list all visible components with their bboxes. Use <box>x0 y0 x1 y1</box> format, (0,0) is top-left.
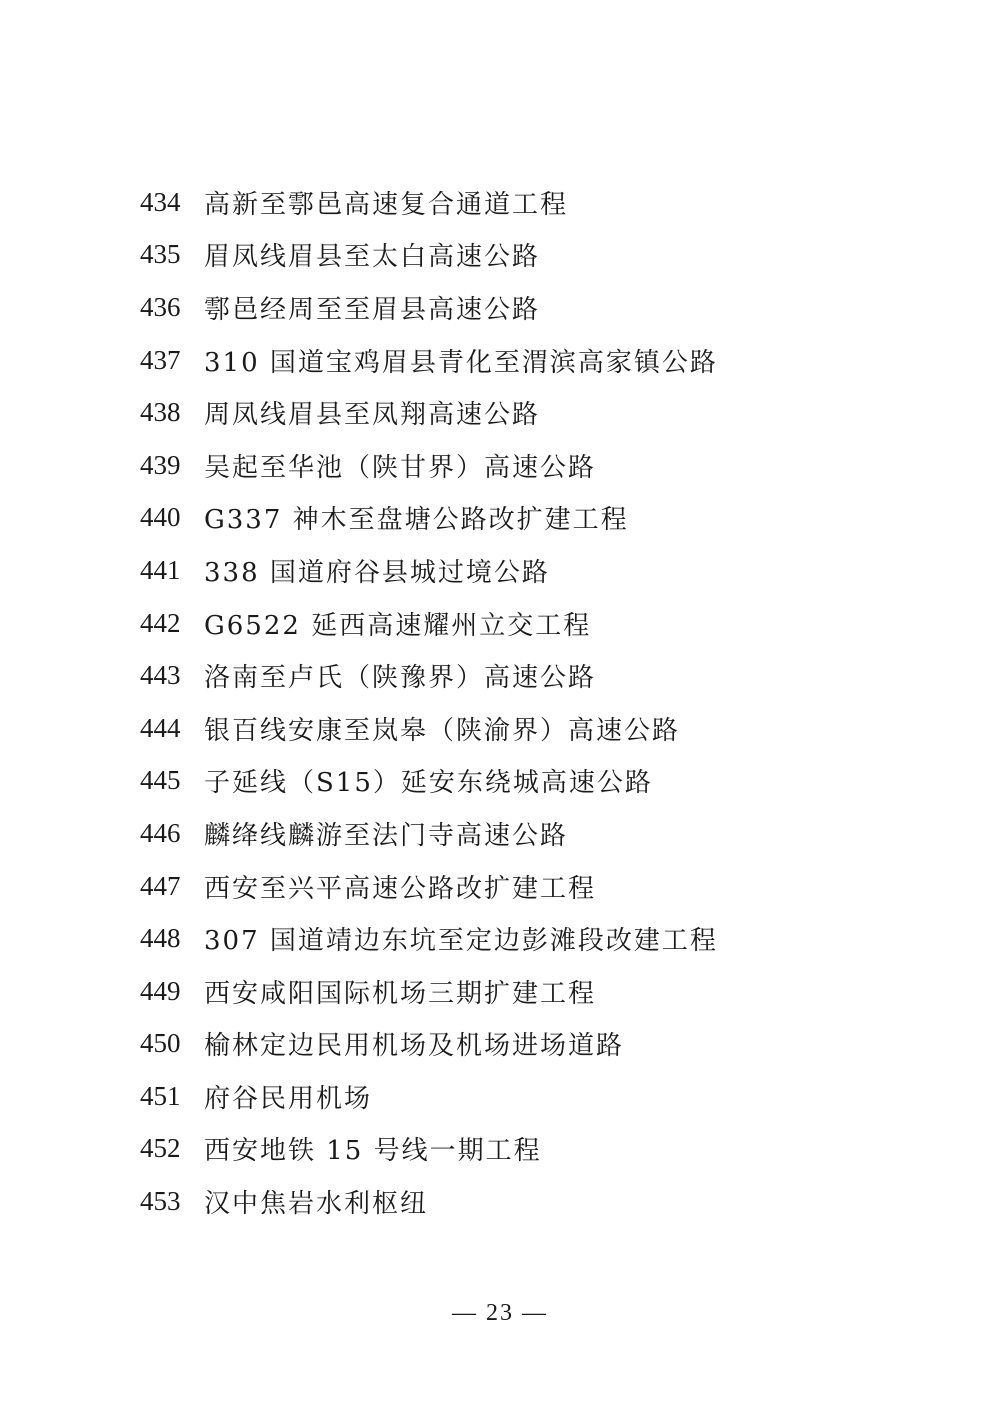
list-item <box>140 860 900 913</box>
item-text: 子延线（S15）延安东绕城高速公路 <box>204 768 653 799</box>
item-number: 439 <box>140 449 181 480</box>
item-text: 310 国道宝鸡眉县青化至渭滨高家镇公路 <box>204 347 718 378</box>
list-item <box>140 544 900 597</box>
list-item <box>140 334 900 387</box>
item-number: 443 <box>140 660 181 691</box>
item-number: 441 <box>140 554 181 585</box>
item-text: 西安至兴平高速公路改扩建工程 <box>204 873 597 904</box>
item-number: 451 <box>140 1080 181 1111</box>
item-text: 338 国道府谷县城过境公路 <box>204 557 550 588</box>
item-number: 434 <box>140 186 181 217</box>
item-text: 西安地铁 15 号线一期工程 <box>204 1136 542 1167</box>
item-number: 445 <box>140 765 181 796</box>
item-number: 447 <box>140 870 181 901</box>
item-number: 453 <box>140 1186 181 1217</box>
item-text: 吴起至华池（陕甘界）高速公路 <box>204 452 597 483</box>
item-number: 448 <box>140 923 181 954</box>
item-text: 麟绛线麟游至法门寺高速公路 <box>204 820 569 851</box>
item-text: 周凤线眉县至凤翔高速公路 <box>204 400 541 431</box>
item-number: 450 <box>140 1028 181 1059</box>
item-number: 438 <box>140 397 181 428</box>
item-text: 汉中焦岩水利枢纽 <box>204 1189 429 1220</box>
item-text: 榆林定边民用机场及机场进场道路 <box>204 1031 625 1062</box>
item-number: 440 <box>140 502 181 533</box>
list-item <box>140 176 900 229</box>
list-item <box>140 649 900 702</box>
list-item <box>140 1175 900 1228</box>
list-item <box>140 1123 900 1176</box>
item-text: G337 神木至盘塘公路改扩建工程 <box>204 505 629 536</box>
item-number: 437 <box>140 344 181 375</box>
item-number: 435 <box>140 239 181 270</box>
list-item <box>140 965 900 1018</box>
item-number: 442 <box>140 607 181 638</box>
list-item <box>140 1018 900 1071</box>
page-number: — 23 — <box>452 1300 548 1326</box>
item-number: 436 <box>140 291 181 322</box>
list-item <box>140 1070 900 1123</box>
list-item <box>140 755 900 808</box>
list-item <box>140 702 900 755</box>
list-item <box>140 912 900 965</box>
item-text: 西安咸阳国际机场三期扩建工程 <box>204 978 597 1009</box>
list-item <box>140 597 900 650</box>
item-text: 307 国道靖边东坑至定边彭滩段改建工程 <box>204 926 718 957</box>
list-item <box>140 386 900 439</box>
item-text: 洛南至卢氏（陕豫界）高速公路 <box>204 663 597 694</box>
list-item <box>140 439 900 492</box>
item-text: G6522 延西高速耀州立交工程 <box>204 610 592 641</box>
item-number: 449 <box>140 975 181 1006</box>
item-text: 鄠邑经周至至眉县高速公路 <box>204 294 541 325</box>
item-text: 眉凤线眉县至太白高速公路 <box>204 242 541 273</box>
list-item <box>140 229 900 282</box>
item-number: 452 <box>140 1133 181 1164</box>
item-number: 446 <box>140 817 181 848</box>
item-text: 高新至鄠邑高速复合通道工程 <box>204 189 569 220</box>
project-list <box>140 176 900 1228</box>
list-item <box>140 807 900 860</box>
item-text: 银百线安康至岚皋（陕渝界）高速公路 <box>204 715 681 746</box>
item-number: 444 <box>140 712 181 743</box>
list-item <box>140 492 900 545</box>
list-item <box>140 281 900 334</box>
item-text: 府谷民用机场 <box>204 1083 373 1114</box>
